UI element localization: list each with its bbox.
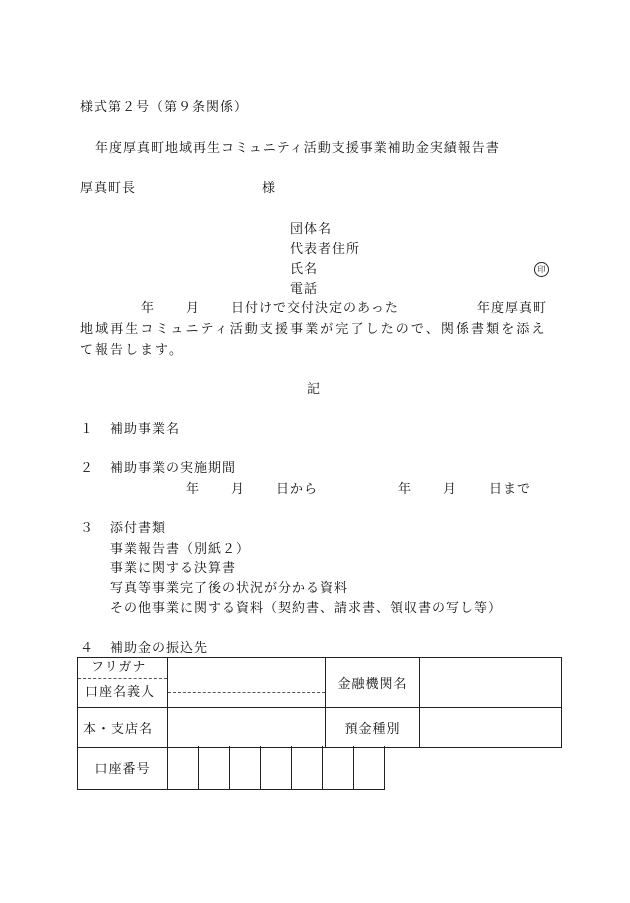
attachment-item: 事業に関する決算書 [110,561,237,576]
address-label: 代表者住所 [290,242,361,257]
form-number: 様式第２号（第９条関係） [80,100,249,115]
branch-input[interactable] [168,708,326,748]
item2-number: ２ [80,461,95,476]
account-digit-box[interactable] [323,746,354,789]
institution-label: 金融機関名 [326,658,420,708]
attachment-item: 写真等事業完了後の状況が分かる資料 [110,581,349,596]
attachment-item: 事業報告書（別紙２） [110,542,251,557]
period-from-year: 年 [186,482,201,497]
ki-heading: 記 [307,382,322,397]
account-number-table [77,746,385,790]
furigana-input-area[interactable] [168,672,325,693]
deposit-type-label: 預金種別 [326,708,420,748]
item1-number: １ [80,422,95,437]
body-date-year: 年 [141,301,156,316]
item4-label: 補助金の振込先 [110,641,209,656]
body-fiscal-town: 年度厚真町 [477,301,548,316]
furigana-label: フリガナ [78,658,167,679]
body-line2: 地域再生コミュニティ活動支援事業が完了したので、関係書類を添え [80,322,547,337]
addressee-honorific: 様 [262,181,277,196]
addressee-name: 厚真町長 [80,181,137,196]
account-digit-box[interactable] [261,746,292,789]
body-line3: て報告します。 [80,343,184,358]
account-digit-box[interactable] [230,746,261,789]
account-number-label: 口座番号 [78,746,168,789]
document-title: 年度厚真町地域再生コミュニティ活動支援事業補助金実績報告書 [95,141,500,156]
period-from-month: 月 [231,482,246,497]
period-to-month: 月 [443,482,458,497]
period-to-day: 日まで [489,482,532,497]
deposit-type-input[interactable] [420,708,562,748]
item2-label: 補助事業の実施期間 [110,461,237,476]
account-digit-box[interactable] [292,746,323,789]
body-date-month: 月 [186,301,201,316]
phone-label: 電話 [290,282,319,297]
account-digit-box[interactable] [199,746,230,789]
account-holder-label: 口座名義人 [85,685,156,700]
period-from-day: 日から [276,482,319,497]
group-name-label: 団体名 [290,222,333,237]
bank-account-table [77,657,562,748]
holder-label-cell [78,658,168,708]
period-to-year: 年 [398,482,413,497]
branch-label: 本・支店名 [78,708,168,748]
attachment-item: その他事業に関する資料（契約書、請求書、領収書の写し等） [110,601,503,616]
item3-label: 添付書類 [110,521,167,536]
body-line1: 日付けで交付決定のあった [231,301,399,316]
account-digit-box[interactable] [168,746,199,789]
institution-input[interactable] [420,658,562,708]
item3-number: ３ [80,521,95,536]
name-label: 氏名 [290,262,319,277]
item1-label: 補助事業名 [110,422,181,437]
seal-mark: 印 [534,262,549,277]
account-digit-box[interactable] [354,746,385,789]
item4-number: ４ [80,641,95,656]
account-holder-input[interactable] [168,658,326,708]
